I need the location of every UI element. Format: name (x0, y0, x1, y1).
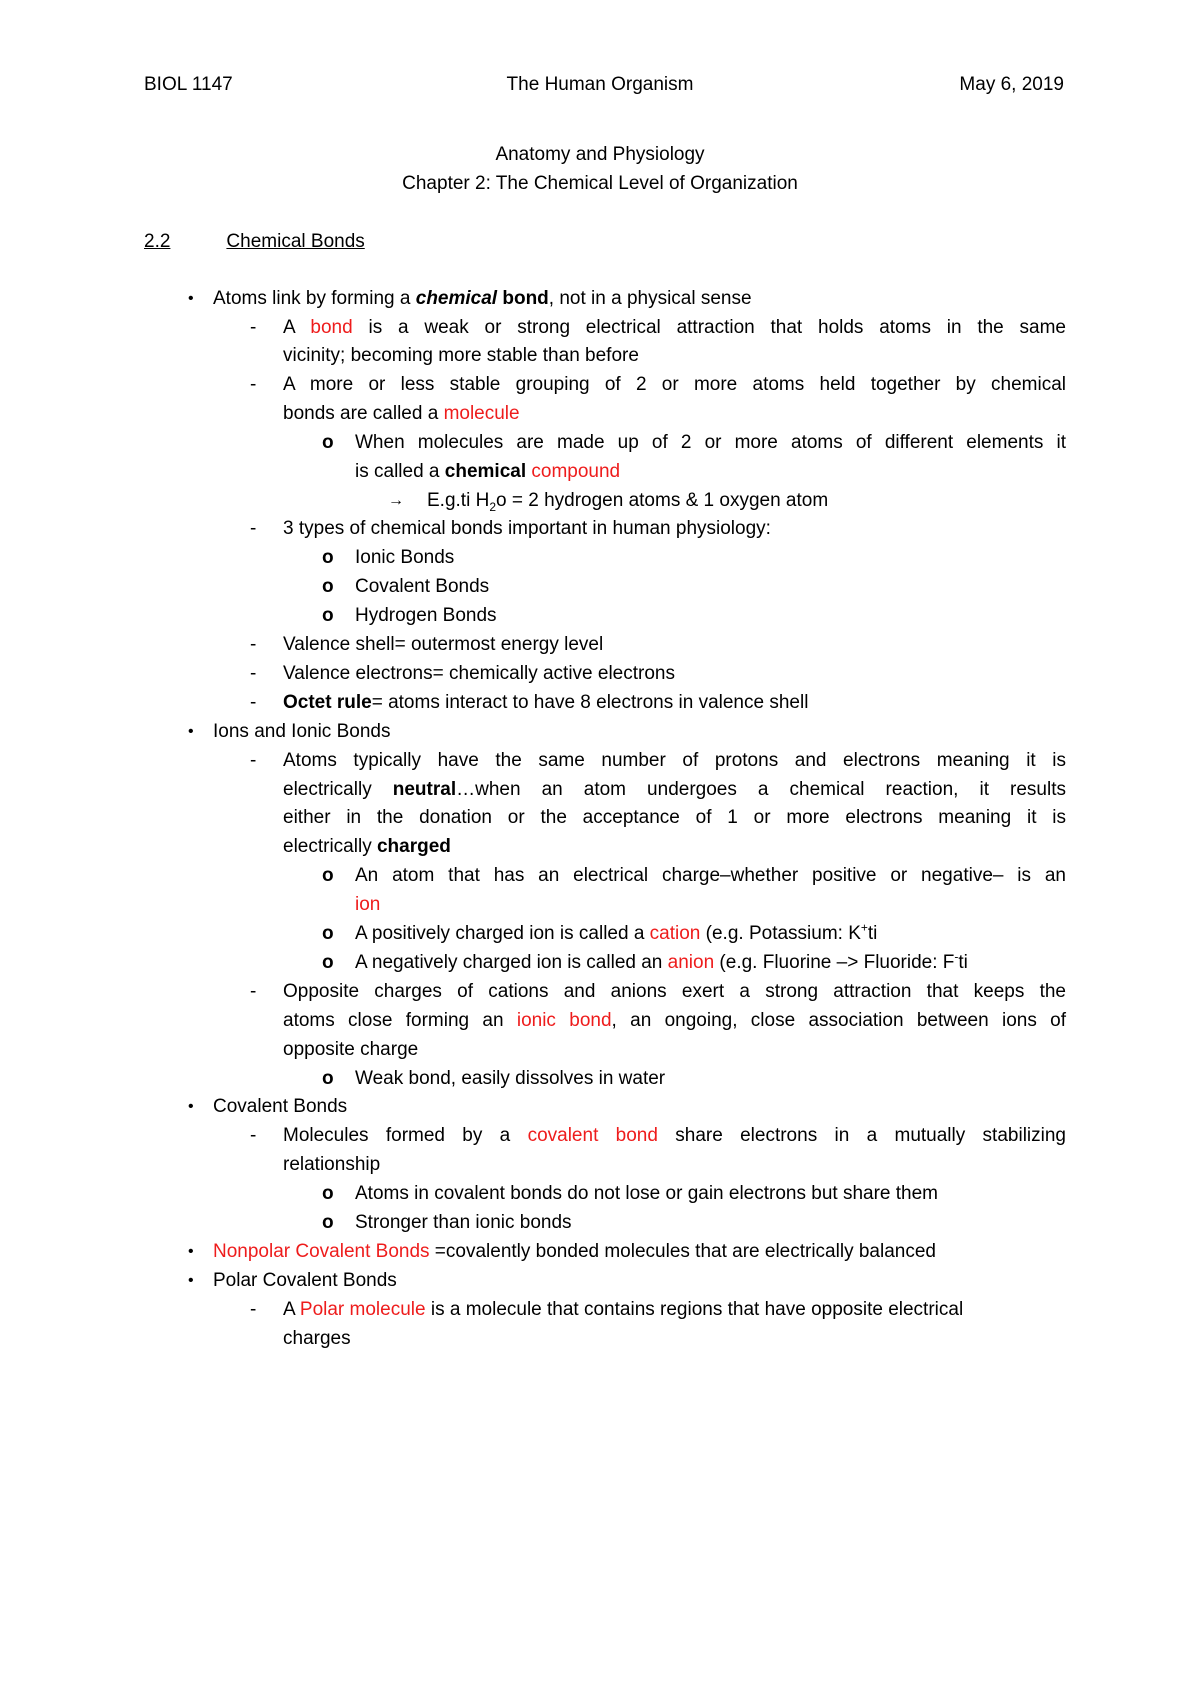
dash-marker: - (250, 692, 257, 713)
dash-item: Molecules formed by a covalent bond share electrons in a mutually stabilizing (283, 1125, 1066, 1146)
dash-marker: - (250, 317, 257, 338)
circle-item: Covalent Bonds (355, 576, 490, 597)
circle-marker: o (322, 865, 334, 886)
bullet-marker: • (188, 723, 194, 740)
bullet-item: Nonpolar Covalent Bonds =covalently bonded molecules that are electrically balanced (213, 1241, 936, 1262)
section-title: Chemical Bonds (226, 231, 365, 252)
circle-item: When molecules are made up of 2 or more atoms of different elements it (355, 432, 1066, 453)
circle-item: An atom that has an electrical charge–whether positive or negative– is an (355, 865, 1066, 886)
circle-item-cont: ion (355, 894, 381, 915)
arrow-item: E.g.ti $H_2o = 2$ hydrogen atoms & 1 oxygen atom (427, 490, 829, 514)
bullet-item: Covalent Bonds (213, 1096, 348, 1117)
bullet-item: Polar Covalent Bonds (213, 1270, 397, 1291)
dash-item: A more or less stable grouping of 2 or more atoms held together by chemical (283, 374, 1066, 395)
header-course: BIOL 1147 (144, 74, 233, 95)
dash-item: Opposite charges of cations and anions exert a strong attraction that keeps the (283, 981, 1066, 1002)
dash-item: Octet rule= atoms interact to have 8 electrons in valence shell (283, 692, 809, 713)
chapter-title: Chapter 2: The Chemical Level of Organization (402, 173, 798, 194)
dash-item-cont: electrically charged (283, 836, 451, 857)
circle-marker: o (322, 605, 334, 626)
dash-marker: - (250, 374, 257, 395)
dash-item-cont: charges (283, 1328, 351, 1349)
section-heading (144, 231, 366, 253)
circle-marker: o (322, 1183, 334, 1204)
doc-title: Anatomy and Physiology (495, 144, 705, 165)
dash-item: A bond is a weak or strong electrical attraction that holds atoms in the same (283, 317, 1066, 338)
dash-item-cont: bonds are called a molecule (283, 403, 520, 424)
circle-item-cont: is called a chemical compound (355, 461, 621, 482)
bullet-marker: • (188, 290, 194, 307)
bullet-item: Atoms link by forming a chemical bond, not in a physical sense (213, 288, 752, 309)
circle-marker: o (322, 1212, 334, 1233)
dash-marker: - (250, 634, 257, 655)
header-title: The Human Organism (506, 74, 694, 95)
bullet-marker: • (188, 1272, 194, 1289)
dash-item-cont: atoms close forming an ionic bond, an ongoing, close association between ions of (283, 1010, 1067, 1031)
circle-marker: o (322, 923, 334, 944)
dash-marker: - (250, 1299, 257, 1320)
bullet-marker: • (188, 1098, 194, 1115)
dash-item-cont: relationship (283, 1154, 381, 1175)
dash-item-cont: either in the donation or the acceptance of 1 or more electrons meaning it is (283, 807, 1066, 828)
circle-item: Atoms in covalent bonds do not lose or gain electrons but share them (355, 1183, 939, 1204)
arrow-marker: → (388, 492, 404, 509)
circle-marker: o (322, 547, 334, 568)
dash-marker: - (250, 663, 257, 684)
circle-item: Weak bond, easily dissolves in water (355, 1068, 666, 1089)
dash-item-cont: electrically neutral…when an atom undergoes a chemical reaction, it results (283, 779, 1066, 800)
dash-item: Valence shell= outermost energy level (283, 634, 604, 655)
circle-marker: o (322, 432, 334, 453)
header-date: May 6, 2019 (959, 74, 1064, 95)
circle-marker: o (322, 1068, 334, 1089)
dash-item-cont: vicinity; becoming more stable than before (283, 345, 639, 366)
dash-marker: - (250, 1125, 257, 1146)
section-number: 2.2 (144, 231, 171, 252)
circle-item: A positively charged ion is called a cation (e.g. Potassium: K+ti (355, 920, 878, 944)
dash-marker: - (250, 981, 257, 1002)
dash-item-cont: opposite charge (283, 1039, 419, 1060)
dash-item: A Polar molecule is a molecule that contains regions that have opposite electrical (283, 1299, 964, 1320)
dash-marker: - (250, 518, 257, 539)
circle-item: Stronger than ionic bonds (355, 1212, 572, 1233)
bullet-item: Ions and Ionic Bonds (213, 721, 391, 742)
circle-item: Hydrogen Bonds (355, 605, 497, 626)
circle-item: A negatively charged ion is called an anion (e.g. Fluorine –> Fluoride: F-ti (355, 949, 968, 973)
circle-marker: o (322, 952, 334, 973)
dash-item: 3 types of chemical bonds important in human physiology: (283, 518, 771, 539)
circle-marker: o (322, 576, 334, 597)
dash-marker: - (250, 750, 257, 771)
dash-item: Valence electrons= chemically active electrons (283, 663, 675, 684)
dash-item: Atoms typically have the same number of protons and electrons meaning it is (283, 750, 1066, 771)
bullet-marker: • (188, 1243, 194, 1260)
circle-item: Ionic Bonds (355, 547, 455, 568)
